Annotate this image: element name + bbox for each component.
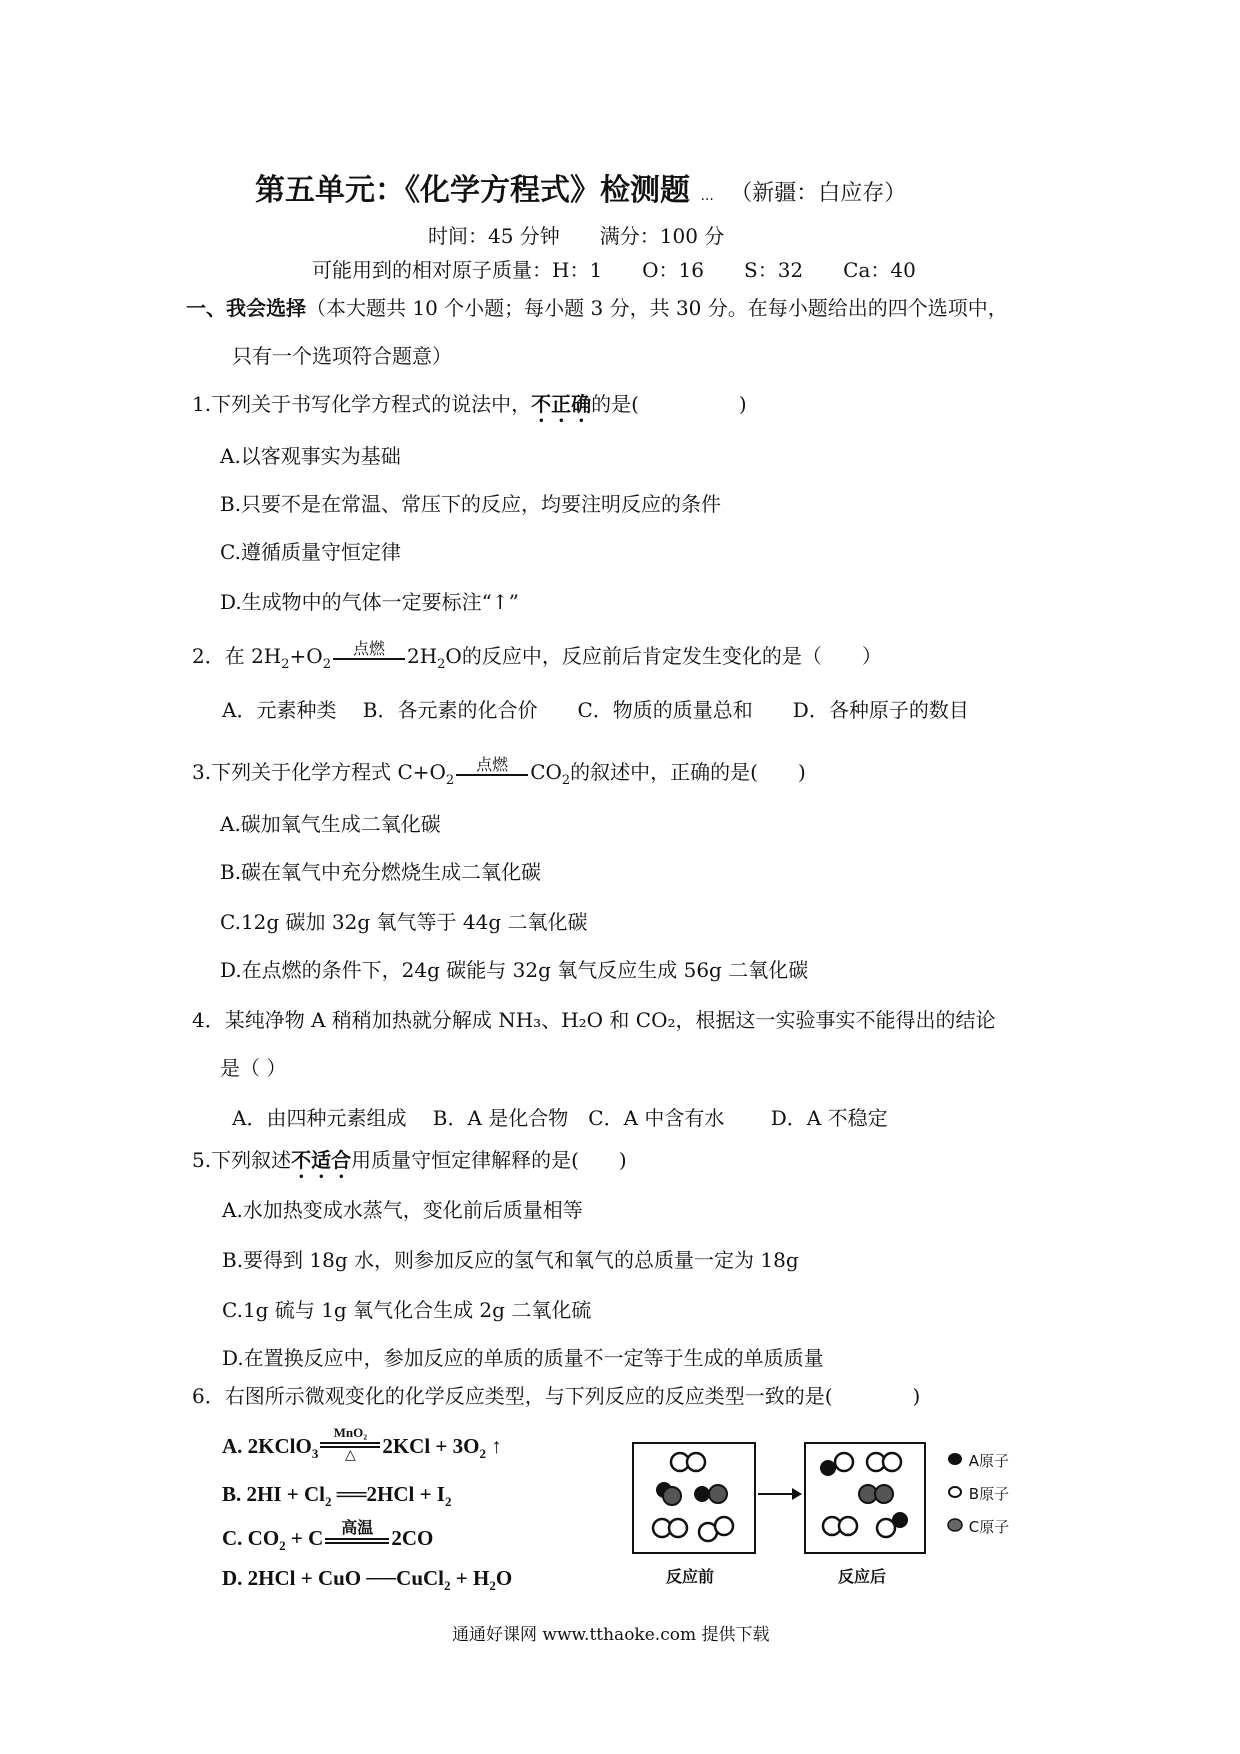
q2-stem: 2．在 $2H_2+O_2$ 点燃 $2H_2O$的反应中，反应前后肯定发生变化的是（ ）	[192, 638, 882, 672]
q6-option-d: D. 2HCl + CuO ──CuCl$_2$ + $H_2O$	[222, 1566, 513, 1594]
atomic-mass: 可能用到的相对原子质量：H：1 O：16 S：32 Ca：40	[312, 258, 916, 282]
q4-line1: 4．某纯净物 A 稍稍加热就分解成 NH₃、H₂O 和 CO₂，根据这一实验事实不能得出的结论	[192, 1008, 996, 1032]
q5-stem	[192, 1144, 627, 1183]
legend	[946, 1450, 1009, 1537]
q2-options: A．元素种类 B．各元素的化合价 C．物质的质量总和 D．各种原子的数目	[222, 698, 969, 722]
q1-option-b: B.只要不是在常温、常压下的反应，均要注明反应的条件	[220, 492, 722, 516]
q5-pre: 5.下列叙述	[192, 1148, 292, 1172]
q5-option-a: A.水加热变成水蒸气，变化前后质量相等	[222, 1198, 583, 1222]
q5-post: 用质量守恒定律解释的是( )	[351, 1148, 627, 1172]
legend-b: B原子	[946, 1483, 1009, 1504]
q1-emph: 不正确	[531, 392, 592, 416]
q1-stem	[192, 388, 747, 427]
q6-option-a: A. 2KClO$_3$ $\frac{\text{MnO₂}}{\triangle}$ $2KCl + 3O_2$ ↑	[222, 1425, 502, 1463]
legend-c: C原子	[946, 1516, 1009, 1537]
q2-post: 的反应中，反应前后肯定发生变化的是（ ）	[461, 644, 882, 668]
q1-pre: 1.下列关于书写化学方程式的说法中，	[192, 392, 532, 416]
page-footer: 通通好课网 www.tthaoke.com 提供下载	[452, 1625, 770, 1645]
q5-option-d: D.在置换反应中，参加反应的单质的质量不一定等于生成的单质质量	[222, 1346, 824, 1370]
black-atom-icon	[946, 1452, 964, 1466]
q3-option-a: A.碳加氧气生成二氧化碳	[220, 812, 441, 836]
q2-condition: 点燃	[333, 640, 405, 660]
q3-stem: 3.下列关于化学方程式 $C+O_2$ 点燃 $CO_2$的叙述中，正确的是( )	[192, 754, 806, 788]
before-reaction-box	[632, 1442, 756, 1554]
title-text: 第五单元：《化学方程式》检测题	[255, 173, 690, 208]
q3-option-b: B.碳在氧气中充分燃烧生成二氧化碳	[220, 860, 542, 884]
section1-desc1: （本大题共 10 个小题；每小题 3 分，共 30 分。在每小题给出的四个选项中，	[306, 296, 1008, 320]
q6-c-condition: 高温	[325, 1520, 389, 1544]
q1-post: 的是( )	[591, 392, 747, 416]
q6-option-c: C. $CO_2 + C$ 高温 2CO	[222, 1520, 434, 1554]
q3-condition: 点燃	[456, 756, 528, 776]
arrow-icon	[756, 1484, 802, 1504]
q5-option-b: B.要得到 18g 水，则参加反应的氢气和氧气的总质量一定为 18g	[222, 1248, 799, 1272]
section1-line1	[186, 292, 1008, 321]
q6-option-b: B. $2HI + Cl_2$ ══2HCl + $I_2$	[222, 1482, 452, 1510]
label-before: 反应前	[666, 1567, 715, 1586]
q2-pre: 2．在 2H	[192, 644, 282, 668]
q1-option-d: D.生成物中的气体一定要标注“↑”	[220, 590, 519, 614]
hatched-atom-icon	[946, 1518, 964, 1532]
q3-pre: 3.下列关于化学方程式 C+O	[192, 760, 446, 784]
after-reaction-box	[804, 1442, 926, 1554]
q3-option-d: D.在点燃的条件下，24g 碳能与 32g 氧气反应生成 56g 二氧化碳	[220, 958, 809, 982]
q4-options: A．由四种元素组成 B．A 是化合物 C．A 中含有水 D．A 不稳定	[232, 1106, 888, 1130]
page-title	[255, 165, 906, 209]
q4-line2: 是（ ）	[220, 1056, 287, 1080]
section1-desc2: 只有一个选项符合题意）	[232, 344, 452, 368]
white-atom-icon	[946, 1485, 964, 1499]
q3-option-c: C.12g 碳加 32g 氧气等于 44g 二氧化碳	[220, 910, 588, 934]
q6-a-condition: $\frac{\text{MnO₂}}{\triangle}$	[320, 1424, 380, 1464]
q5-emph: 不适合	[291, 1148, 352, 1172]
q3-post: 的叙述中，正确的是( )	[570, 760, 806, 784]
section1-head: 一、我会选择	[186, 296, 306, 320]
title-dots: ...	[700, 188, 714, 204]
after-reaction-diagram	[806, 1444, 924, 1552]
label-after: 反应后	[838, 1567, 887, 1586]
title-note: （新疆：白应存）	[730, 181, 907, 206]
legend-a: A原子	[946, 1450, 1009, 1471]
exam-info: 时间：45 分钟 满分：100 分	[428, 224, 725, 248]
before-reaction-diagram	[634, 1444, 754, 1552]
q5-option-c: C.1g 硫与 1g 氧气化合生成 2g 二氧化硫	[222, 1298, 592, 1322]
q6-stem: 6．右图所示微观变化的化学反应类型，与下列反应的反应类型一致的是( )	[192, 1384, 921, 1408]
q1-option-c: C.遵循质量守恒定律	[220, 540, 401, 564]
q1-option-a: A.以客观事实为基础	[220, 444, 401, 468]
